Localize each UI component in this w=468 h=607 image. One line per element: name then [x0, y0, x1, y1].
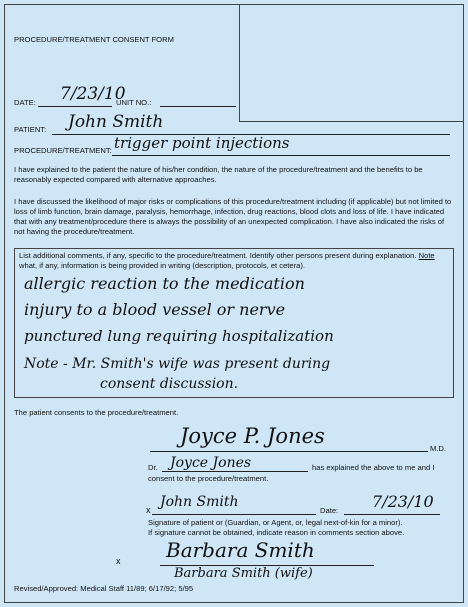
comments-instructions [19, 251, 451, 271]
date2-value: 7/23/10 [372, 492, 434, 511]
date-label: DATE: [14, 98, 36, 107]
risks-paragraph: I have discussed the likelihood of major risks or complications of this procedure/treatment including (if applicable) but not limited to loss of limb function, brain damage, paralysis, hemorrhage, infection, drug reactions, blood clots and loss of life. I have indicated that with any treatment/procedure there is always the possibility of an unexpected complication. I have also indicated the risks of not having the procedure/treatment. [14, 197, 452, 236]
patient-label: PATIENT: [14, 125, 47, 134]
instructions-part1: List additional comments, if any, specific to the procedure/treatment. Identify other persons present during explanation. [19, 251, 419, 260]
comment-line-3: punctured lung requiring hospitalization [24, 327, 334, 345]
revision-footer: Revised/Approved: Medical Staff 11/89; 6/17/92; 5/95 [14, 584, 194, 593]
explanation-paragraph: I have explained to the patient the nature of his/her condition, the nature of the procedure/treatment and the benefits to be reasonably expected compared with alternative approaches. [14, 165, 423, 184]
signature-caption-1: Signature of patient or (Guardian, or Agent, or, legal next-of-kin for a minor). [148, 518, 403, 527]
consent-text: consent to the procedure/treatment. [148, 474, 269, 483]
label-box-bottom [239, 121, 464, 122]
comment-line-1: allergic reaction to the medication [24, 274, 305, 293]
instructions-note: Note [418, 251, 435, 260]
dr-name: Joyce Jones [170, 455, 252, 471]
label-box-divider [239, 4, 240, 122]
date-value: 7/23/10 [60, 84, 126, 104]
patient-signature-line [152, 514, 316, 515]
unit-underline [160, 106, 236, 107]
patient-signature: John Smith [160, 494, 239, 510]
comment-line-5: consent discussion. [100, 376, 239, 392]
procedure-underline [112, 155, 450, 156]
consent-statement: The patient consents to the procedure/treatment. [14, 408, 179, 417]
unit-label: UNIT NO.: [116, 98, 152, 107]
date2-line [344, 514, 440, 515]
form-title: PROCEDURE/TREATMENT CONSENT FORM [14, 35, 174, 44]
patient-x-mark: x [146, 505, 151, 515]
date2-label: Date: [320, 506, 339, 515]
witness-x-mark: x [116, 556, 121, 566]
md-signature-line [150, 451, 428, 452]
signature-caption-2: If signature cannot be obtained, indicate reason in comments section above. [148, 528, 405, 537]
dr-label: Dr. [148, 463, 158, 472]
procedure-value: trigger point injections [114, 134, 290, 152]
explained-text: has explained the above to me and I [312, 463, 435, 472]
instructions-part2: what, if any, information is being provided in writing (description, protocols, et cetera). [19, 261, 306, 270]
md-label: M.D. [430, 444, 447, 453]
date-underline [38, 106, 112, 107]
dr-name-line [162, 471, 308, 472]
md-signature: Joyce P. Jones [180, 424, 325, 448]
witness-printed-name: Barbara Smith (wife) [174, 566, 313, 581]
patient-value: John Smith [68, 112, 164, 132]
comment-line-2: injury to a blood vessel or nerve [24, 300, 286, 319]
procedure-label: PROCEDURE/TREATMENT: [14, 146, 112, 155]
witness-signature: Barbara Smith [166, 538, 315, 562]
comment-line-4: Note - Mr. Smith's wife was present during [24, 356, 331, 372]
